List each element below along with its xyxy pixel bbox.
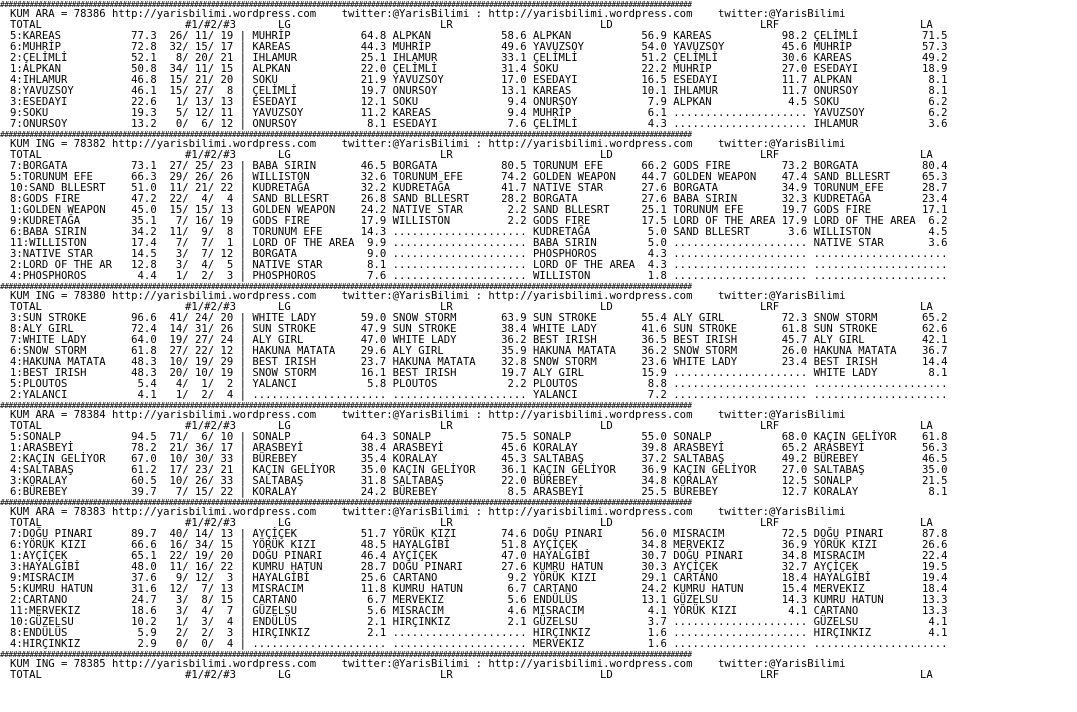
column-label-ld: LD	[600, 301, 613, 313]
column-label-ld: LD	[600, 420, 613, 432]
column-label-lr: LR	[440, 301, 453, 313]
separator-line: ####################################################################################################################################################################	[0, 401, 692, 410]
horse-row: 11:MERVEKIZ 18.6 3/ 4/ 7 | GÜZELSU 5.6 MISRACIM 4.6 MISRACIM 4.1 YÖRÜK KIZI 4.1 CARTANO 13.3	[10, 605, 948, 617]
column-label-la: LA	[920, 517, 933, 529]
section-header: KUM ARA = 78384 http://yarisbilimi.wordpress.com twitter:@YarisBilimi : http://yarisbilimi.wordpress.com twitter:@YarisBilimi	[10, 409, 846, 421]
horse-row: 10:SAND BLLESRT 51.0 11/ 21/ 22 | KUDRETAĞA 32.2 KUDRETAĞA 41.7 NATIVE STAR 27.6 BORGATA 34.9 TORUNUM EFE 28.7	[10, 182, 948, 194]
section-header: KUM ING = 78385 http://yarisbilimi.wordpress.com twitter:@YarisBilimi : http://yarisbilimi.wordpress.com twitter:@YarisBilimi	[10, 658, 846, 670]
horse-row: 6:MUHRİP 72.8 32/ 15/ 17 | KAREAS 44.3 MUHRİP 49.6 YAVUZSOY 54.0 YAVUZSOY 45.6 MUHRİP 57.3	[10, 41, 948, 53]
horse-row: 5:PLOUTOS 5.4 4/ 1/ 2 | YALANCI 5.8 PLOUTOS 2.2 PLOUTOS 8.8 ..................... .....................	[10, 378, 948, 390]
horse-row: 3:NATIVE STAR 14.5 3/ 7/ 12 | BORGATA 9.0 ..................... PHOSPHOROS 4.3 ..................... .....................	[10, 248, 948, 260]
column-label-lr: LR	[440, 517, 453, 529]
column-label-lg: LG	[278, 517, 291, 529]
column-label-lr: LR	[440, 669, 453, 681]
column-label-total: TOTAL	[10, 149, 42, 161]
horse-row: 4:SALTABAŞ 61.2 17/ 23/ 21 | KAÇIN GELİYOR 35.0 KAÇIN GELİYOR 36.1 KAÇIN GELİYOR 36.9 KAÇIN GELİYOR 27.0 SALTABAŞ 35.0	[10, 464, 948, 476]
separator-line: ####################################################################################################################################################################	[0, 130, 692, 139]
horse-row: 2:LORD OF THE AR 12.8 3/ 4/ 5 | NATIVE STAR 8.1 ..................... LORD OF THE AREA 4.3 ..................... .....................	[10, 259, 948, 271]
horse-row: 2:YALANCI 4.1 1/ 2/ 4 | ..................... ..................... YALANCI 7.2 ..................... .....................	[10, 389, 948, 401]
column-label-lrf: LRF	[760, 149, 780, 161]
column-label-ld: LD	[600, 149, 613, 161]
column-label-ld: LD	[600, 19, 613, 31]
horse-row: 6:YÖRÜK KIZI 66.6 16/ 34/ 15 | YÖRÜK KIZI 48.5 HAYALGİBİ 51.8 AYÇİÇEK 34.8 MERVEKIZ 36.9 YÖRÜK KIZI 26.6	[10, 539, 948, 551]
column-label-total: TOTAL	[10, 669, 42, 681]
horse-row: 7:WHITE LADY 64.0 19/ 27/ 24 | ALY GIRL 47.0 WHITE LADY 36.2 BEST IRISH 36.5 BEST IRISH 45.7 ALY GIRL 42.1	[10, 334, 948, 346]
horse-row: 4:HAKUNA MATATA 48.3 10/ 19/ 29 | BEST IRISH 23.7 HAKUNA MATATA 32.8 SNOW STORM 23.6 WHITE LADY 23.4 BEST IRISH 14.4	[10, 356, 948, 368]
horse-row: 5:KAREAS 77.3 26/ 11/ 19 | MUHRİP 64.8 ALPKAN 58.6 ALPKAN 56.9 KAREAS 98.2 ÇELİMLİ 71.5	[10, 30, 948, 42]
horse-row: 8:ENDÜLÜS 5.9 2/ 2/ 3 | HIRÇINKIZ 2.1 ..................... HIRÇINKIZ 1.6 ..................... HIRÇINKIZ 4.1	[10, 627, 948, 639]
horse-row: 1:AYÇİÇEK 65.1 22/ 19/ 20 | DOĞU PINARI 46.4 AYÇİÇEK 47.0 HAYALGİBİ 30.7 DOĞU PINARI 34.8 MISRACIM 22.4	[10, 550, 948, 562]
column-label-lr: LR	[440, 19, 453, 31]
horse-row: 5:SONALP 94.5 71/ 6/ 10 | SONALP 64.3 SONALP 75.5 SONALP 55.0 SONALP 68.0 KAÇIN GELİYOR 61.8	[10, 431, 948, 443]
separator-line: ####################################################################################################################################################################	[0, 0, 692, 9]
horse-row: 7:BORGATA 73.1 27/ 25/ 23 | BABA SIRIN 46.5 BORGATA 80.5 TORUNUM EFE 66.2 GODS FIRE 73.2 BORGATA 80.4	[10, 160, 948, 172]
column-label-lrf: LRF	[760, 420, 780, 432]
horse-row: 4:PHOSPHOROS 4.4 1/ 2/ 3 | PHOSPHOROS 7.6 ..................... WILLISTON 1.8 ..................... .....................	[10, 270, 948, 282]
column-label-lrf: LRF	[760, 301, 780, 313]
column-label-lr: LR	[440, 149, 453, 161]
column-label-places: #1/#2/#3	[185, 301, 237, 313]
horse-row: 1:ALPKAN 50.8 34/ 11/ 15 | ALPKAN 22.0 ÇELİMLİ 31.4 SOKU 22.2 MUHRİP 27.0 ESEDAYI 18.9	[10, 63, 948, 75]
horse-row: 11:WILLISTON 17.4 7/ 7/ 1 | LORD OF THE AREA 9.9 ..................... BABA SIRIN 5.0 ..................... NATIVE STAR 3.6	[10, 237, 948, 249]
column-label-lg: LG	[278, 19, 291, 31]
section-header: KUM ARA = 78383 http://yarisbilimi.wordpress.com twitter:@YarisBilimi : http://yarisbilimi.wordpress.com twitter:@YarisBilimi	[10, 506, 846, 518]
column-label-total: TOTAL	[10, 301, 42, 313]
horse-row: 1:ARASBEYİ 78.2 21/ 36/ 17 | ARASBEYİ 38.4 ARASBEYİ 45.6 KORALAY 39.8 ARASBEYİ 65.2 ARASBEYİ 56.3	[10, 442, 948, 454]
column-label-places: #1/#2/#3	[185, 420, 237, 432]
column-label-lg: LG	[278, 420, 291, 432]
horse-row: 9:KUDRETAĞA 35.1 7/ 16/ 19 | GODS FIRE 17.9 WILLISTON 2.2 GODS FIRE 17.5 LORD OF THE AREA 17.9 LORD OF THE AREA 6.2	[10, 215, 948, 227]
section-header: KUM ING = 78382 http://yarisbilimi.wordpress.com twitter:@YarisBilimi : http://yarisbilimi.wordpress.com twitter:@YarisBilimi	[10, 138, 846, 150]
separator-line: ####################################################################################################################################################################	[0, 650, 692, 659]
horse-row: 3:HAYALGİBİ 48.0 11/ 16/ 22 | KUMRU HATUN 28.7 DOĞU PINARI 27.6 KUMRU HATUN 30.3 AYÇİÇEK 32.7 AYÇİÇEK 19.5	[10, 561, 948, 573]
column-label-ld: LD	[600, 669, 613, 681]
horse-row: 7:DOĞU PINARI 89.7 40/ 14/ 13 | AYÇİÇEK 51.7 YÖRÜK KIZI 74.6 DOĞU PINARI 56.0 MISRACIM 72.5 DOĞU PINARI 87.8	[10, 528, 948, 540]
section-header: KUM ARA = 78386 http://yarisbilimi.wordpress.com twitter:@YarisBilimi : http://yarisbilimi.wordpress.com twitter:@YarisBilimi	[10, 8, 846, 20]
column-label-places: #1/#2/#3	[185, 19, 237, 31]
column-label-total: TOTAL	[10, 420, 42, 432]
horse-row: 10:GÜZELSU 10.2 1/ 3/ 4 | ENDÜLÜS 2.1 HIRÇINKIZ 2.1 GÜZELSU 3.7 ..................... GÜZELSU 4.1	[10, 616, 948, 628]
horse-row: 8:YAVUZSOY 46.1 15/ 27/ 8 | ÇELİMLİ 19.7 ONURSOY 13.1 KAREAS 10.1 IHLAMUR 11.7 ONURSOY 8.1	[10, 85, 948, 97]
column-label-lg: LG	[278, 669, 291, 681]
column-label-places: #1/#2/#3	[185, 669, 237, 681]
column-label-total: TOTAL	[10, 517, 42, 529]
horse-row: 4:IHLAMUR 46.8 15/ 21/ 20 | SOKU 21.9 YAVUZSOY 17.0 ESEDAYI 16.5 ESEDAYI 11.7 ALPKAN 8.1	[10, 74, 948, 86]
horse-row: 1:GOLDEN WEAPON 45.0 15/ 15/ 13 | GOLDEN WEAPON 24.2 NATIVE STAR 2.2 SAND BLLESRT 25.1 TORUNUM EFE 19.7 GODS FIRE 17.1	[10, 204, 948, 216]
separator-line: ####################################################################################################################################################################	[0, 498, 692, 507]
horse-row: 9:MISRACIM 37.6 9/ 12/ 3 | HAYALGİBİ 25.6 CARTANO 9.2 YÖRÜK KIZI 29.1 CARTANO 18.4 HAYALGİBİ 19.4	[10, 572, 948, 584]
column-label-la: LA	[920, 149, 933, 161]
separator-line: ####################################################################################################################################################################	[0, 282, 692, 291]
horse-row: 2:KAÇIN GELİYOR 67.0 10/ 30/ 33 | BÜREBEY 35.4 KORALAY 45.3 SALTABAŞ 37.2 SALTABAŞ 49.2 BÜREBEY 46.5	[10, 453, 948, 465]
horse-row: 7:ONURSOY 13.2 0/ 6/ 12 | ONURSOY 8.1 ESEDAYI 7.6 ÇELİMLİ 4.3 ..................... IHLAMUR 3.6	[10, 118, 948, 130]
horse-row: 9:SOKU 19.3 5/ 12/ 11 | YAVUZSOY 11.2 KAREAS 9.4 MUHRİP 6.1 ..................... YAVUZSOY 6.2	[10, 107, 948, 119]
column-label-la: LA	[920, 301, 933, 313]
section-header: KUM ING = 78380 http://yarisbilimi.wordpress.com twitter:@YarisBilimi : http://yarisbilimi.wordpress.com twitter:@YarisBilimi	[10, 290, 846, 302]
horse-row: 2:CARTANO 24.7 3/ 8/ 15 | CARTANO 6.7 MERVEKIZ 5.6 ENDÜLÜS 13.1 GÜZELSU 14.3 KUMRU HATUN 13.3	[10, 594, 948, 606]
column-label-la: LA	[920, 669, 933, 681]
column-label-lrf: LRF	[760, 19, 780, 31]
column-label-total: TOTAL	[10, 19, 42, 31]
column-label-lrf: LRF	[760, 669, 780, 681]
column-label-lg: LG	[278, 149, 291, 161]
column-label-la: LA	[920, 19, 933, 31]
horse-row: 3:ESEDAYI 22.6 1/ 13/ 13 | ESEDAYI 12.1 SOKU 9.4 ONURSOY 7.9 ALPKAN 4.5 SOKU 6.2	[10, 96, 948, 108]
column-label-ld: LD	[600, 517, 613, 529]
column-label-lrf: LRF	[760, 517, 780, 529]
horse-row: 6:BABA SIRIN 34.2 11/ 9/ 8 | TORUNUM EFE 14.3 ..................... KUDRETAĞA 5.0 SAND BLLESRT 3.6 WILLISTON 4.5	[10, 226, 948, 238]
horse-row: 3:SUN STROKE 96.6 41/ 24/ 20 | WHITE LADY 59.0 SNOW STORM 63.9 SUN STROKE 55.4 ALY GIRL 72.3 SNOW STORM 65.2	[10, 312, 948, 324]
column-label-lr: LR	[440, 420, 453, 432]
horse-row: 4:HIRÇINKIZ 2.9 0/ 0/ 4 | ..................... ..................... MERVEKIZ 1.6 ..................... .....................	[10, 638, 948, 650]
horse-row: 3:KORALAY 60.5 10/ 26/ 33 | SALTABAŞ 31.8 SALTABAŞ 22.0 BÜREBEY 34.8 KORALAY 12.5 SONALP 21.5	[10, 475, 948, 487]
column-label-lg: LG	[278, 301, 291, 313]
horse-row: 2:ÇELİMLİ 52.1 8/ 20/ 21 | IHLAMUR 25.1 IHLAMUR 33.1 ÇELİMLİ 51.2 ÇELİMLİ 30.6 KAREAS 49.2	[10, 52, 948, 64]
horse-row: 8:ALY GIRL 72.4 14/ 31/ 26 | SUN STROKE 47.9 SUN STROKE 38.4 WHITE LADY 41.6 SUN STROKE 61.8 SUN STROKE 62.6	[10, 323, 948, 335]
horse-row: 6:BÜREBEY 39.7 7/ 15/ 22 | KORALAY 24.2 BÜREBEY 8.5 ARASBEYİ 25.5 BÜREBEY 12.7 KORALAY 8.1	[10, 486, 948, 498]
column-label-la: LA	[920, 420, 933, 432]
column-label-places: #1/#2/#3	[185, 149, 237, 161]
horse-row: 6:SNOW STORM 61.8 27/ 22/ 12 | HAKUNA MATATA 29.6 ALY GIRL 35.9 HAKUNA MATATA 36.2 SNOW STORM 26.0 HAKUNA MATATA 36.7	[10, 345, 948, 357]
horse-row: 8:GODS FIRE 47.2 22/ 4/ 4 | SAND BLLESRT 26.8 SAND BLLESRT 28.2 BORGATA 27.6 BABA SIRIN 32.3 KUDRETAĞA 23.4	[10, 193, 948, 205]
column-label-places: #1/#2/#3	[185, 517, 237, 529]
horse-row: 1:BEST IRISH 48.3 20/ 10/ 19 | SNOW STORM 16.1 BEST IRISH 19.7 ALY GIRL 15.9 ..................... WHITE LADY 8.1	[10, 367, 948, 379]
horse-row: 5:TORUNUM EFE 66.3 29/ 26/ 26 | WILLISTON 32.6 TORUNUM EFE 74.2 GOLDEN WEAPON 44.7 GOLDEN WEAPON 47.4 SAND BLLESRT 65.3	[10, 171, 948, 183]
horse-row: 5:KUMRU HATUN 31.6 12/ 7/ 13 | MISRACIM 11.8 KUMRU HATUN 6.7 CARTANO 24.2 KUMRU HATUN 15.4 MERVEKIZ 18.4	[10, 583, 948, 595]
